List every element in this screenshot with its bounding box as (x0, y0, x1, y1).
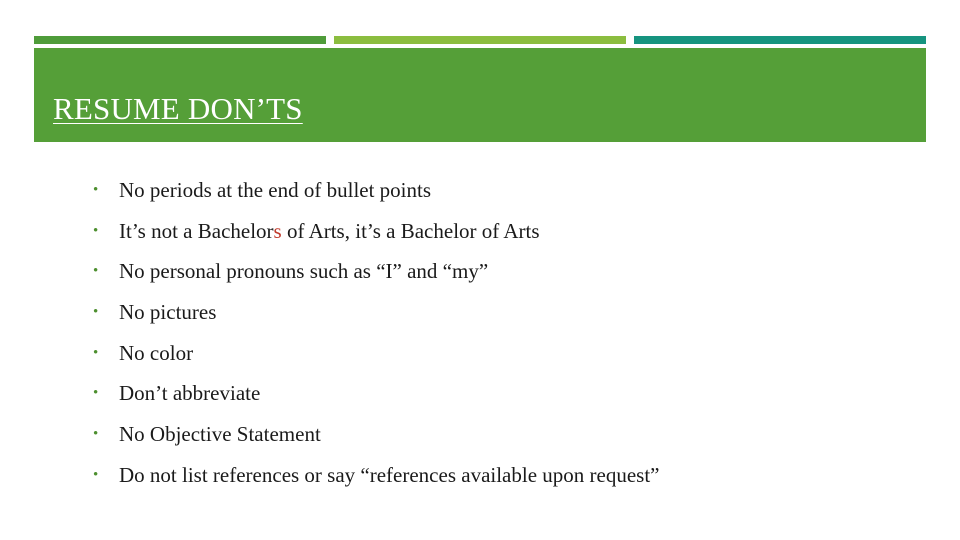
bullet-text: Do not list references or say “references available upon request” (119, 462, 660, 487)
bullet-dot-icon: • (93, 466, 99, 483)
bullet-item (93, 333, 660, 374)
bullet-dot-icon: • (93, 385, 99, 402)
bullet-dot-icon: • (93, 425, 99, 442)
bullet-item (93, 211, 660, 252)
bullet-dot-icon: • (93, 344, 99, 361)
bullet-text-highlight: s (273, 218, 282, 243)
bullet-dot-icon: • (93, 303, 99, 320)
bullet-text (119, 219, 540, 244)
bullet-text: Don’t abbreviate (119, 381, 261, 406)
bullet-item (93, 251, 660, 292)
bullet-item (93, 414, 660, 455)
title-band (34, 48, 926, 142)
accent-bar-2 (334, 36, 626, 44)
bullet-list (93, 170, 660, 496)
bullet-item (93, 373, 660, 414)
bullet-item (93, 170, 660, 211)
bullet-item (93, 455, 660, 496)
bullet-text: No color (119, 340, 194, 365)
bullet-text-after: of Arts, it’s a Bachelor of Arts (281, 218, 540, 243)
bullet-text-before: It’s not a Bachelor (119, 218, 274, 243)
bullet-dot-icon: • (93, 263, 99, 280)
bullet-text: No Objective Statement (119, 421, 321, 446)
bullet-text: No personal pronouns such as “I” and “my” (119, 259, 489, 284)
bullet-text: No periods at the end of bullet points (119, 177, 432, 202)
bullet-dot-icon: • (93, 181, 99, 198)
slide-title: RESUME DON’TS (53, 91, 303, 126)
bullet-item (93, 292, 660, 333)
bullet-dot-icon: • (93, 222, 99, 239)
bullet-text: No pictures (119, 299, 217, 324)
accent-bar-1 (34, 36, 326, 44)
accent-bar-3 (634, 36, 926, 44)
